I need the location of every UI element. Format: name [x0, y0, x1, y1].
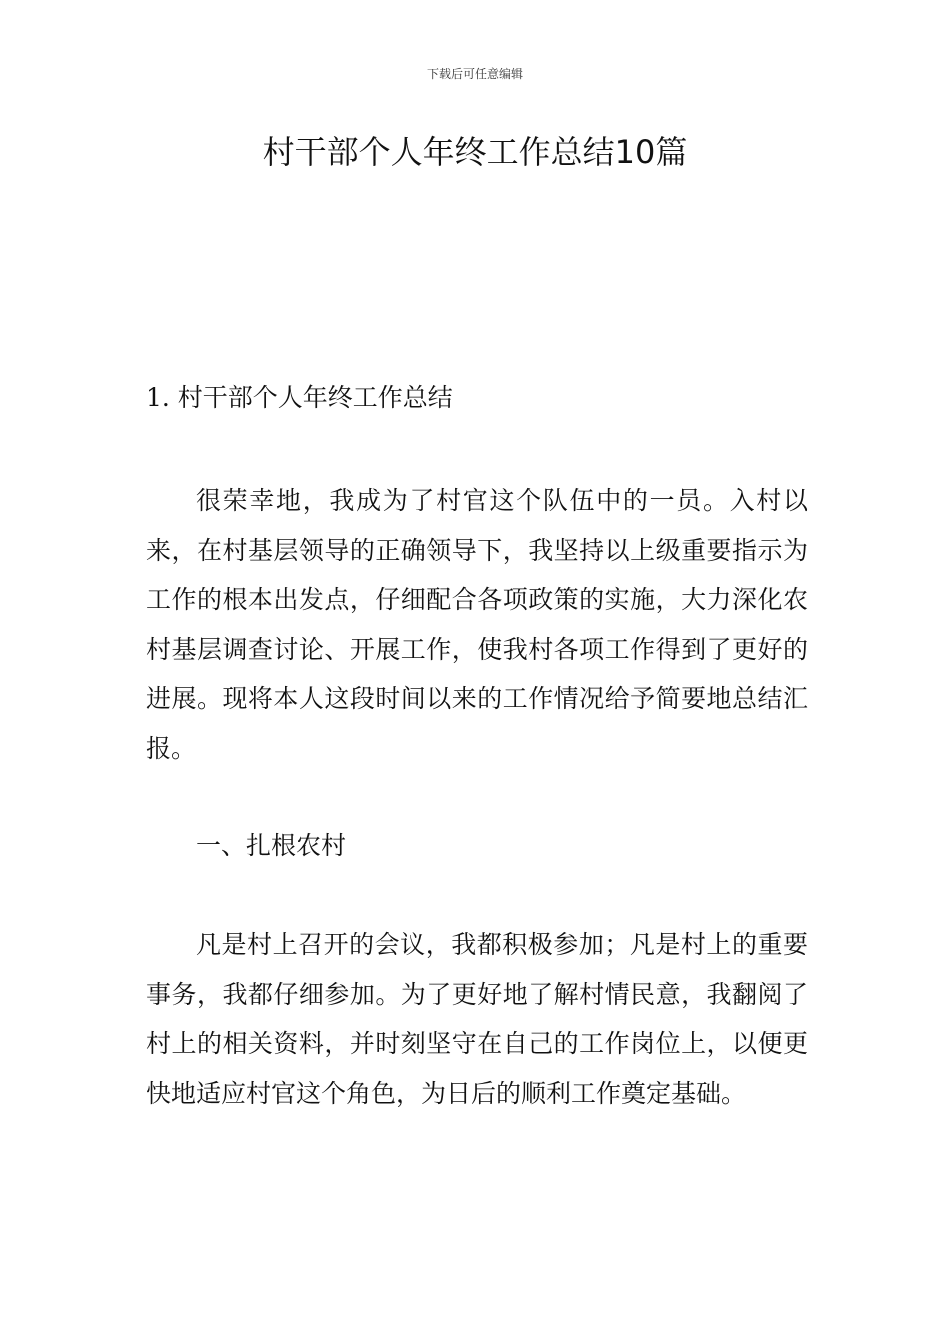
- document-title: 村干部个人年终工作总结10篇: [262, 133, 688, 171]
- section-title: 1. 村干部个人年终工作总结: [146, 383, 453, 412]
- header-note: 下载后可任意编辑: [426, 67, 523, 81]
- paragraph-rooting: 凡是村上召开的会议，我都积极参加；凡是村上的重要事务，我都仔细参加。为了更好地了解村情民意，我翻阅了村上的相关资料，并时刻坚守在自己的工作岗位上，以便更快地适应村官这个角色，为日后的顺利工作奠定基础。: [146, 930, 808, 1108]
- sub-heading: 一、扎根农村: [196, 831, 347, 860]
- paragraph-intro: 很荣幸地，我成为了村官这个队伍中的一员。入村以来，在村基层领导的正确领导下，我坚持以上级重要指示为工作的根本出发点，仔细配合各项政策的实施，大力深化农村基层调查讨论、开展工作，使我村各项工作得到了更好的进展。现将本人这段时间以来的工作情况给予简要地总结汇报。: [146, 486, 808, 763]
